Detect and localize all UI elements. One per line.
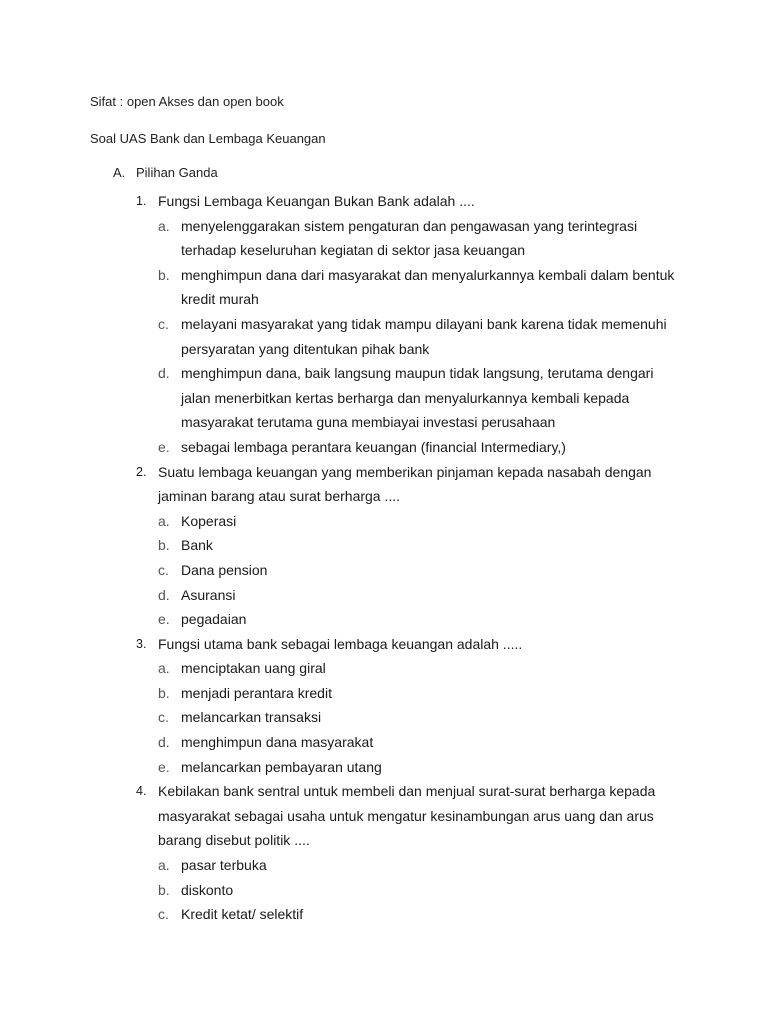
option-letter: c. xyxy=(158,315,169,332)
option-item xyxy=(0,312,768,361)
option-item xyxy=(0,853,768,878)
question-text: Fungsi Lembaga Keuangan Bukan Bank adalah .... xyxy=(158,193,475,209)
question-text: Fungsi utama bank sebagai lembaga keuangan adalah ..... xyxy=(158,635,523,652)
option-letter: b. xyxy=(158,537,170,554)
option-item xyxy=(0,509,768,534)
option-letter: a. xyxy=(158,660,170,677)
option-text: melayani masyarakat yang tidak mampu dilayani bank karena tidak memenuhi persyaratan yang ditentukan pihak bank xyxy=(181,315,667,357)
option-letter: a. xyxy=(158,512,170,529)
option-letter: c. xyxy=(158,709,169,726)
option-item xyxy=(0,361,768,435)
option-item xyxy=(0,533,768,558)
option-text: Koperasi xyxy=(181,512,237,529)
option-letter: d. xyxy=(158,734,170,751)
option-item xyxy=(0,263,768,312)
question-item xyxy=(0,779,768,927)
option-letter: c. xyxy=(158,561,169,578)
option-text: menghimpun dana, baik langsung maupun tidak langsung, terutama dengari jalan menerbitkan kertas berharga dan menyalurkannya kembali kepada masyarakat terutama guna membiayai investasi perusahaan xyxy=(181,365,654,431)
question-item xyxy=(0,632,768,780)
option-item xyxy=(0,755,768,780)
section-title: Pilihan Ganda xyxy=(136,165,218,180)
option-item xyxy=(0,705,768,730)
option-text: Kredit ketat/ selektif xyxy=(181,906,304,923)
option-letter: b. xyxy=(158,881,170,898)
option-letter: e. xyxy=(158,611,170,628)
option-item xyxy=(0,214,768,263)
question-item xyxy=(0,460,768,632)
option-letter: a. xyxy=(158,217,170,234)
question-text: Suatu lembaga keuangan yang memberikan pinjaman kepada nasabah dengan jaminan barang atau surat berharga .... xyxy=(158,463,652,505)
option-item xyxy=(0,607,768,632)
exam-title: Soal UAS Bank dan Lembaga Keuangan xyxy=(90,131,326,146)
option-letter: e. xyxy=(158,758,170,775)
option-item xyxy=(0,902,768,927)
question-number: 2. xyxy=(136,464,147,479)
question-list xyxy=(0,189,768,927)
option-text: Dana pension xyxy=(181,561,268,578)
option-text: menyelenggarakan sistem pengaturan dan pengawasan yang terintegrasi terhadap keseluruhan kegiatan di sektor jasa keuangan xyxy=(181,217,638,259)
question-item xyxy=(0,189,768,460)
option-text: Bank xyxy=(181,537,213,554)
option-text: pasar terbuka xyxy=(181,857,267,874)
option-letter: b. xyxy=(158,266,170,283)
option-text: pegadaian xyxy=(181,611,247,628)
option-text: menciptakan uang giral xyxy=(181,660,326,677)
option-text: menghimpun dana masyarakat xyxy=(181,734,374,751)
option-letter: e. xyxy=(158,438,170,455)
option-text: menjadi perantara kredit xyxy=(181,684,332,701)
option-letter: a. xyxy=(158,857,170,874)
question-text: Kebilakan bank sentral untuk membeli dan menjual surat-surat berharga kepada masyarakat sebagai usaha untuk mengatur kesinambungan arus uang dan arus barang disebut politik .... xyxy=(158,783,656,849)
option-item xyxy=(0,730,768,755)
option-letter: d. xyxy=(158,365,170,382)
option-item xyxy=(0,583,768,608)
option-item xyxy=(0,656,768,681)
option-item xyxy=(0,558,768,583)
option-item xyxy=(0,878,768,903)
option-letter: b. xyxy=(158,684,170,701)
question-number: 3. xyxy=(136,636,147,651)
question-number: 4. xyxy=(136,784,147,799)
option-letter: d. xyxy=(158,586,170,603)
option-text: sebagai lembaga perantara keuangan (financial Intermediary,) xyxy=(181,438,566,455)
section-letter: A. xyxy=(113,165,126,180)
option-letter: c. xyxy=(158,906,169,923)
option-text: menghimpun dana dari masyarakat dan menyalurkannya kembali dalam bentuk kredit murah xyxy=(181,266,675,308)
option-text: Asuransi xyxy=(181,586,236,603)
option-item xyxy=(0,435,768,460)
exam-nature-line: Sifat : open Akses dan open book xyxy=(90,94,284,109)
question-number: 1. xyxy=(136,194,147,208)
option-text: melancarkan transaksi xyxy=(181,709,322,726)
option-item xyxy=(0,681,768,706)
option-text: diskonto xyxy=(181,881,234,898)
option-text: melancarkan pembayaran utang xyxy=(181,758,382,775)
